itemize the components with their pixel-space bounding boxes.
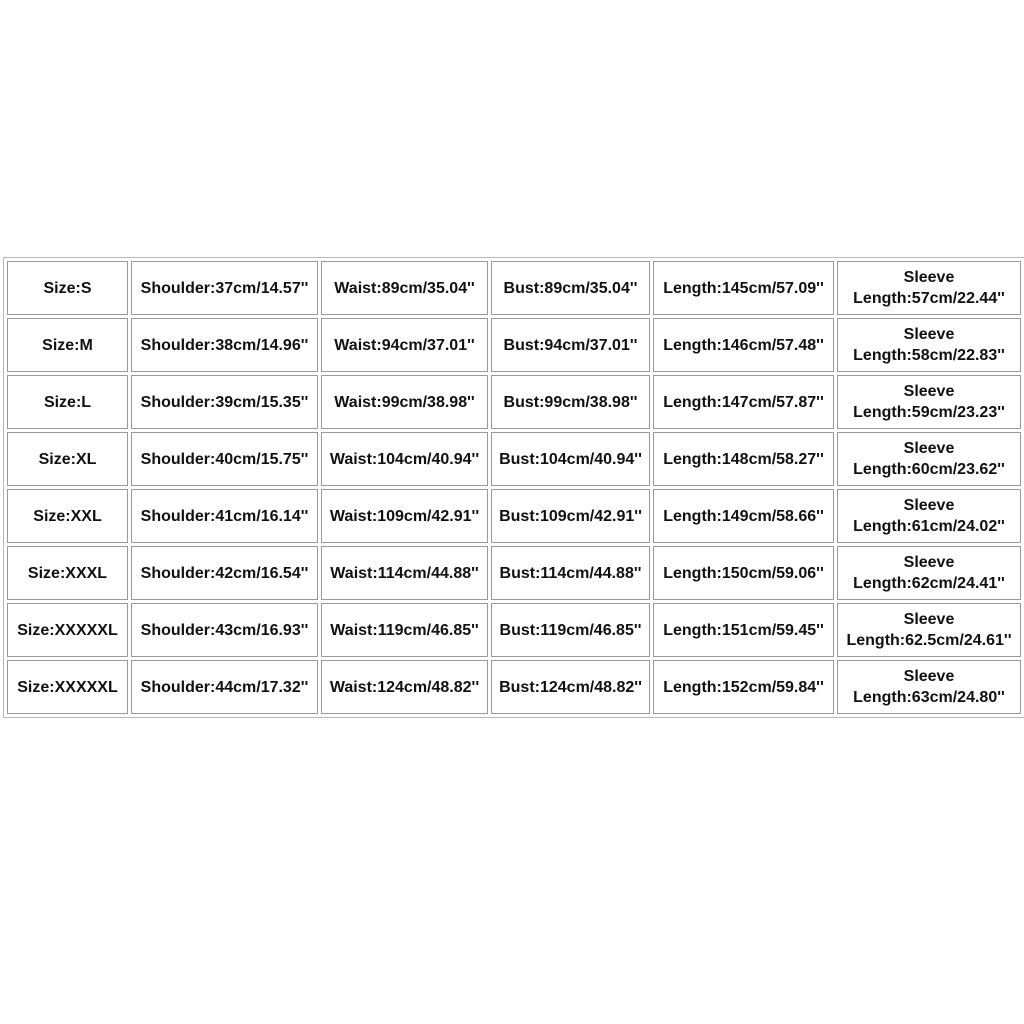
- table-row: [7, 546, 1021, 600]
- length-cell: Length:149cm/58.66'': [653, 489, 834, 543]
- sleeve-label: Sleeve: [903, 326, 955, 343]
- shoulder-cell: Shoulder:41cm/16.14'': [131, 489, 318, 543]
- sleeve-value: Length:58cm/22.83'': [853, 347, 1005, 364]
- size-cell: Size:XXXXXL: [7, 660, 128, 714]
- waist-cell: Waist:114cm/44.88'': [321, 546, 488, 600]
- size-chart-body: [7, 261, 1021, 714]
- length-cell: Length:148cm/58.27'': [653, 432, 834, 486]
- sleeve-label: Sleeve: [903, 497, 955, 514]
- sleeve-label: Sleeve: [903, 383, 955, 400]
- bust-cell: Bust:109cm/42.91'': [491, 489, 650, 543]
- bust-cell: Bust:124cm/48.82'': [491, 660, 650, 714]
- shoulder-cell: Shoulder:44cm/17.32'': [131, 660, 318, 714]
- sleeve-value: Length:57cm/22.44'': [853, 290, 1005, 307]
- bust-cell: Bust:119cm/46.85'': [491, 603, 650, 657]
- sleeve-label: Sleeve: [903, 611, 955, 628]
- sleeve-value: Length:63cm/24.80'': [853, 689, 1005, 706]
- bust-cell: Bust:99cm/38.98'': [491, 375, 650, 429]
- size-cell: Size:M: [7, 318, 128, 372]
- sleeve-value: Length:62.5cm/24.61'': [846, 632, 1012, 649]
- length-cell: Length:146cm/57.48'': [653, 318, 834, 372]
- waist-cell: Waist:99cm/38.98'': [321, 375, 488, 429]
- size-cell: Size:L: [7, 375, 128, 429]
- shoulder-cell: Shoulder:42cm/16.54'': [131, 546, 318, 600]
- bust-cell: Bust:89cm/35.04'': [491, 261, 650, 315]
- shoulder-cell: Shoulder:37cm/14.57'': [131, 261, 318, 315]
- table-row: [7, 489, 1021, 543]
- sleeve-value: Length:61cm/24.02'': [853, 518, 1005, 535]
- size-cell: Size:XXL: [7, 489, 128, 543]
- length-cell: Length:151cm/59.45'': [653, 603, 834, 657]
- size-chart-table: [3, 257, 1024, 718]
- sleeve-length-cell: [837, 261, 1021, 315]
- waist-cell: Waist:124cm/48.82'': [321, 660, 488, 714]
- length-cell: Length:147cm/57.87'': [653, 375, 834, 429]
- shoulder-cell: Shoulder:38cm/14.96'': [131, 318, 318, 372]
- sleeve-length-cell: [837, 375, 1021, 429]
- sleeve-length-cell: [837, 660, 1021, 714]
- length-cell: Length:152cm/59.84'': [653, 660, 834, 714]
- size-cell: Size:XXXXXL: [7, 603, 128, 657]
- shoulder-cell: Shoulder:43cm/16.93'': [131, 603, 318, 657]
- sleeve-length-cell: [837, 489, 1021, 543]
- sleeve-label: Sleeve: [903, 554, 955, 571]
- sleeve-value: Length:60cm/23.62'': [853, 461, 1005, 478]
- sleeve-value: Length:62cm/24.41'': [853, 575, 1005, 592]
- bust-cell: Bust:94cm/37.01'': [491, 318, 650, 372]
- sleeve-length-cell: [837, 318, 1021, 372]
- table-row: [7, 432, 1021, 486]
- table-row: [7, 603, 1021, 657]
- size-cell: Size:S: [7, 261, 128, 315]
- shoulder-cell: Shoulder:39cm/15.35'': [131, 375, 318, 429]
- sleeve-length-cell: [837, 546, 1021, 600]
- sleeve-length-cell: [837, 603, 1021, 657]
- table-row: [7, 261, 1021, 315]
- table-row: [7, 375, 1021, 429]
- sleeve-label: Sleeve: [903, 269, 955, 286]
- table-row: [7, 660, 1021, 714]
- bust-cell: Bust:114cm/44.88'': [491, 546, 650, 600]
- waist-cell: Waist:94cm/37.01'': [321, 318, 488, 372]
- waist-cell: Waist:119cm/46.85'': [321, 603, 488, 657]
- size-cell: Size:XXXL: [7, 546, 128, 600]
- waist-cell: Waist:104cm/40.94'': [321, 432, 488, 486]
- waist-cell: Waist:109cm/42.91'': [321, 489, 488, 543]
- sleeve-label: Sleeve: [903, 440, 955, 457]
- table-row: [7, 318, 1021, 372]
- length-cell: Length:150cm/59.06'': [653, 546, 834, 600]
- waist-cell: Waist:89cm/35.04'': [321, 261, 488, 315]
- length-cell: Length:145cm/57.09'': [653, 261, 834, 315]
- shoulder-cell: Shoulder:40cm/15.75'': [131, 432, 318, 486]
- sleeve-length-cell: [837, 432, 1021, 486]
- sleeve-value: Length:59cm/23.23'': [853, 404, 1005, 421]
- size-cell: Size:XL: [7, 432, 128, 486]
- bust-cell: Bust:104cm/40.94'': [491, 432, 650, 486]
- sleeve-label: Sleeve: [903, 668, 955, 685]
